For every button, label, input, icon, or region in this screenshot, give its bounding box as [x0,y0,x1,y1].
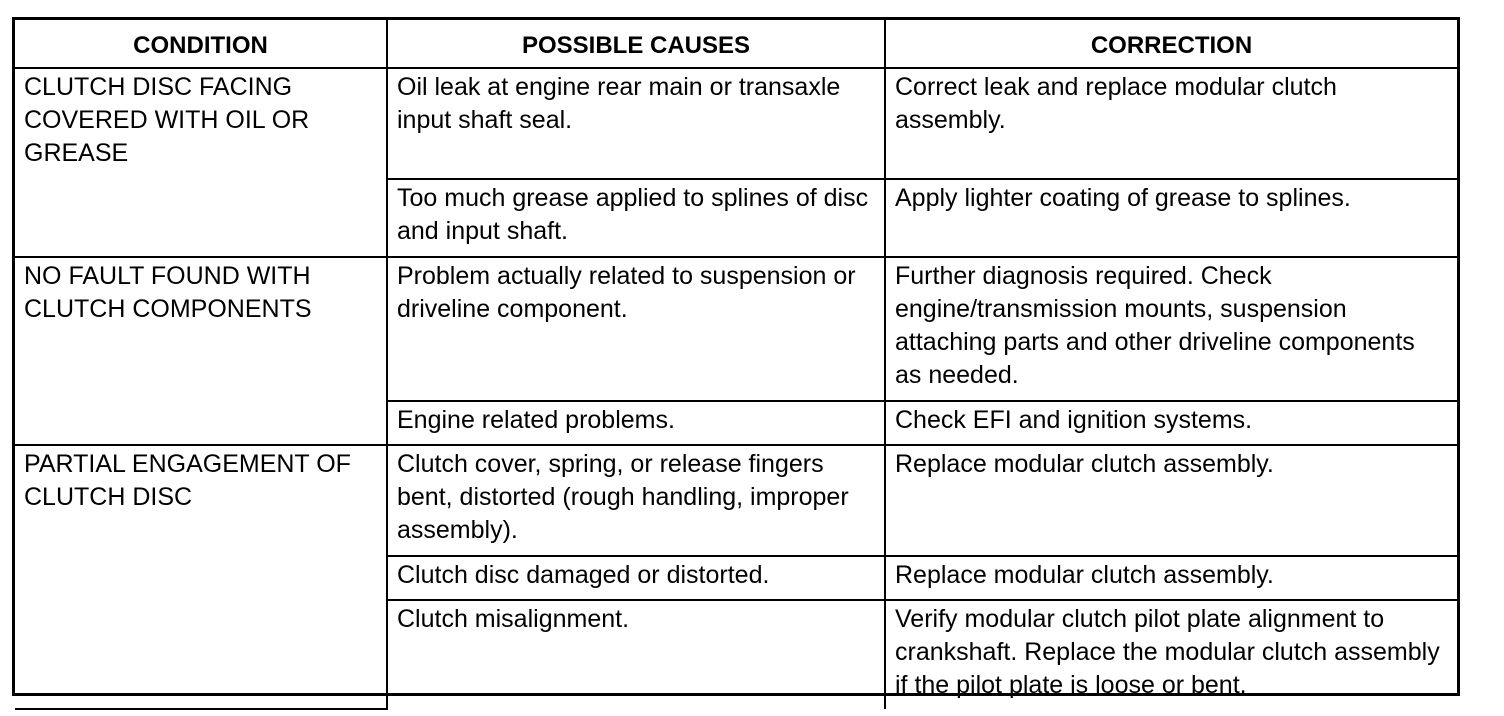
cause-cell: Too much grease applied to splines of disc and input shaft. [387,179,885,257]
condition-cell: PARTIAL ENGAGEMENT OF CLUTCH DISC [15,445,387,709]
correction-cell: Check EFI and ignition systems. [885,401,1457,445]
header-correction: CORRECTION [885,20,1457,68]
header-row [15,20,1457,68]
cause-cell: Clutch misalignment. [387,600,885,709]
diagnosis-table-frame [12,17,1460,699]
correction-cell: Correct leak and replace modular clutch assembly. [885,68,1457,179]
table-row [15,68,1457,179]
header-possible-causes: POSSIBLE CAUSES [387,20,885,68]
correction-cell: Replace modular clutch assembly. [885,445,1457,556]
correction-cell: Further diagnosis required. Check engine/transmission mounts, suspension attaching parts and other driveline components as needed. [885,257,1457,401]
condition-cell: CLUTCH DISC FACING COVERED WITH OIL OR GREASE [15,68,387,257]
correction-cell: Replace modular clutch assembly. [885,556,1457,600]
cause-cell: Clutch cover, spring, or release fingers bent, distorted (rough handling, improper assembly). [387,445,885,556]
cause-cell: Problem actually related to suspension or driveline component. [387,257,885,401]
condition-cell: NO FAULT FOUND WITH CLUTCH COMPONENTS [15,257,387,445]
diagnosis-table [15,20,1457,710]
correction-cell: Apply lighter coating of grease to splines. [885,179,1457,257]
correction-cell: Verify modular clutch pilot plate alignment to crankshaft. Replace the modular clutch assembly if the pilot plate is loose or bent. [885,600,1457,709]
table-row [15,445,1457,556]
cause-cell: Clutch disc damaged or distorted. [387,556,885,600]
header-condition: CONDITION [15,20,387,68]
cause-cell: Oil leak at engine rear main or transaxle input shaft seal. [387,68,885,179]
table-row [15,257,1457,401]
cause-cell: Engine related problems. [387,401,885,445]
